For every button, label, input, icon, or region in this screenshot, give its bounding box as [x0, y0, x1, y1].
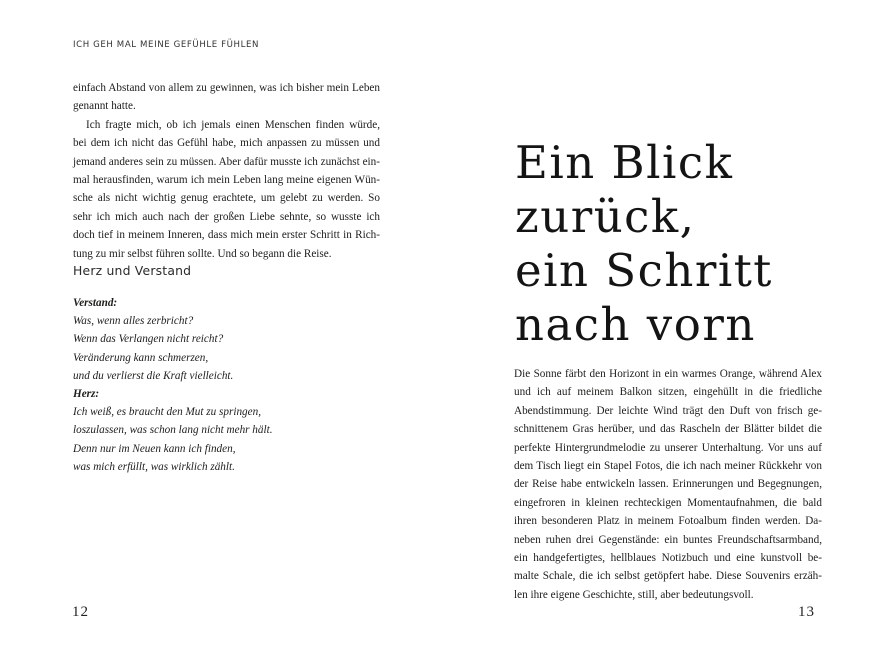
stanza-speaker: Herz: — [73, 388, 100, 400]
text-line: ein handgefertigtes, hellblaues Notizbuch und eine kunstvoll be- — [514, 552, 822, 565]
verse-line: Wenn das Verlangen nicht reicht? — [73, 333, 224, 346]
page-number: 12 — [72, 604, 89, 620]
text-line: eingefroren in kleinen rechteckigen Momentaufnahmen, die bald — [514, 496, 822, 509]
text-line: der Reise habe entwickeln lassen. Erinnerungen und Begegnungen, — [514, 478, 822, 491]
title-line: nach vorn — [515, 298, 756, 351]
verse-line: loszulassen, was schon lang nicht mehr hält. — [73, 424, 273, 437]
text-line: schnittenem Gras herüber, und das Rascheln der Blätter bildet die — [514, 423, 822, 436]
text-line: sche als nicht wichtig genug erachtete, um gelebt zu werden. So — [73, 192, 380, 205]
left-body-text — [73, 79, 380, 263]
text-line: Ich fragte mich, ob ich jemals einen Menschen finden würde, — [86, 118, 380, 131]
text-line: einfach Abstand von allem zu gewinnen, was ich bisher mein Leben — [73, 82, 380, 94]
verse-line: Ich weiß, es braucht den Mut zu springen, — [73, 406, 261, 419]
text-line: doch tief in meinem Inneren, dass mich mein erster Schritt in Rich- — [73, 229, 380, 242]
title-line: Ein Blick — [515, 136, 734, 189]
title-line: ein Schritt — [515, 244, 773, 297]
text-line: sehr ich mich auch nach der großen Liebe sehnte, so wusste ich — [73, 210, 380, 223]
poem-stanza-verstand — [73, 294, 393, 385]
right-page — [447, 0, 895, 648]
stanza-speaker: Verstand: — [73, 297, 118, 309]
chapter-title — [515, 136, 875, 352]
running-head: ICH GEH MAL MEINE GEFÜHLE FÜHLEN — [73, 40, 260, 50]
section-subheading: Herz und Verstand — [73, 263, 192, 278]
text-line: len ihre eigene Geschichte, still, aber bedeutungsvoll. — [514, 588, 754, 601]
text-line: neben ruhen drei Gegenstände: ein buntes Freundschaftsarmband, — [514, 533, 822, 546]
verse-line: Denn nur im Neuen kann ich finden, — [73, 442, 236, 455]
text-line: Abendstimmung. Der leichte Wind trägt den Duft von frisch ge- — [514, 404, 822, 417]
text-line: perfekte Hintergrundmelodie zu unserer Unterhaltung. Vor uns auf — [514, 441, 822, 454]
text-line: ihren besonderen Platz in meinem Fotoalbum finden werden. Da- — [514, 515, 822, 528]
text-line: dem Tisch liegt ein Stapel Fotos, die ich nach meiner Rückkehr von — [514, 460, 822, 473]
text-line: bei dem ich nicht das Gefühl habe, mich anpassen zu müssen und — [73, 137, 380, 150]
poem-stanza-herz — [73, 385, 393, 476]
text-line: tung zu mir selbst führen sollte. Und so begann die Reise. — [73, 247, 332, 260]
verse-line: was mich erfüllt, was wirklich zählt. — [73, 460, 235, 473]
text-line: jemand anderes sein zu müssen. Aber dafür musste ich zunächst ein- — [73, 155, 380, 168]
text-line: Die Sonne färbt den Horizont in ein warmes Orange, während Alex — [514, 368, 822, 380]
title-line: zurück, — [515, 190, 696, 243]
text-line: malte Schale, die ich selbst getöpfert habe. Diese Souvenirs erzäh- — [514, 570, 822, 583]
left-page — [0, 0, 447, 648]
text-line: mal herausfinden, warum ich mein Leben lang meine eigenen Wün- — [73, 174, 380, 187]
text-line: genannt hatte. — [73, 100, 136, 113]
page-number: 13 — [798, 604, 815, 620]
right-body-text — [514, 365, 822, 604]
verse-line: Was, wenn alles zerbricht? — [73, 315, 194, 328]
verse-line: und du verlierst die Kraft vielleicht. — [73, 369, 234, 382]
text-line: und ich auf meinem Balkon sitzen, eingehüllt in die friedliche — [514, 386, 822, 399]
verse-line: Veränderung kann schmerzen, — [73, 351, 209, 364]
